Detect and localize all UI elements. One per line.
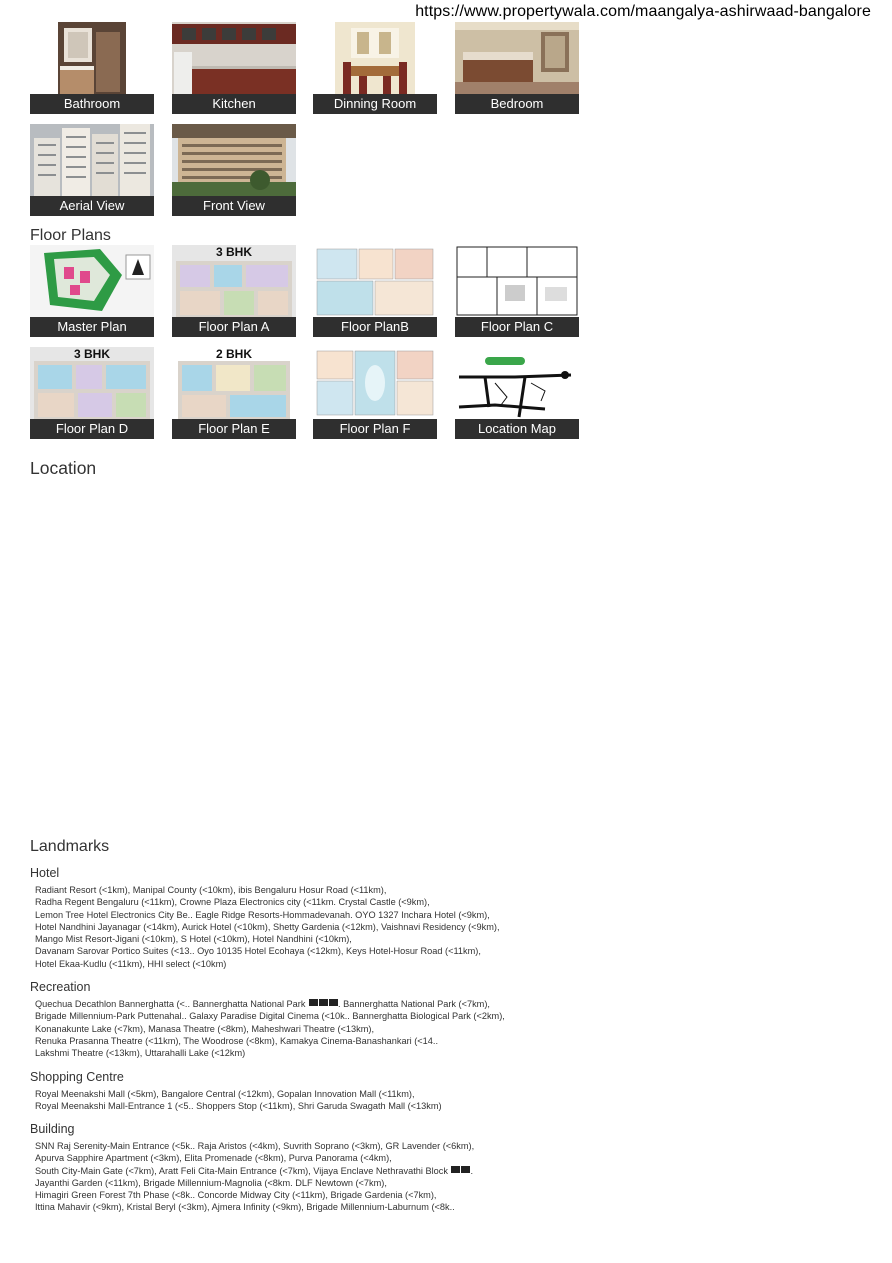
floor-plans-heading: Floor Plans: [30, 227, 111, 244]
unrendered-glyph: [461, 1166, 470, 1173]
floor-plan-tile-f[interactable]: [313, 347, 437, 439]
landmark-line: Jayanthi Garden (<11km), Brigade Millennium-Magnolia (<8km. DLF Newtown (<7km),: [35, 1177, 387, 1188]
photo-tile-aerial-view[interactable]: [30, 124, 154, 216]
plan-banner: 3 BHK: [215, 245, 253, 259]
landmark-category-recreation: Recreation: [30, 980, 91, 994]
landmark-line: Ittina Mahavir (<9km), Kristal Beryl (<3km), Ajmera Infinity (<9km), Brigade Millennium-Laburnum (<8k..: [35, 1202, 455, 1213]
photo-tile-kitchen[interactable]: [172, 22, 296, 114]
landmark-line: Brigade Millennium-Park Puttenahal.. Galaxy Paradise Digital Cinema (<10k.. Bannerghatta Biological Park (<2km),: [35, 1011, 505, 1022]
photo-tile-dinning-room[interactable]: [313, 22, 437, 114]
photo-caption: Front View: [172, 196, 296, 216]
landmarks-heading: Landmarks: [30, 838, 110, 855]
unrendered-glyph: [309, 999, 318, 1006]
floor-plan-caption: Master Plan: [30, 317, 154, 337]
floor-plan-tile-master-plan[interactable]: [30, 245, 154, 337]
location-heading: Location: [30, 458, 97, 478]
plan-banner: 2 BHK: [215, 347, 253, 361]
floor-plan-tile-e[interactable]: [172, 347, 296, 439]
plan-banner: 3 BHK: [73, 347, 111, 361]
photo-caption: Dinning Room: [313, 94, 437, 114]
landmark-line: Lemon Tree Hotel Electronics City Be.. Eagle Ridge Resorts-Hommadevanah. OYO 1327 Inchara Hotel (<9km),: [35, 909, 490, 920]
landmark-line: Mango Mist Resort-Jigani (<10km), S Hotel (<10km), Hotel Nandhini (<10km),: [35, 934, 352, 945]
landmark-line: Royal Meenakshi Mall-Entrance 1 (<5.. Shoppers Stop (<11km), Shri Garuda Swagath Mall (<13km): [35, 1101, 442, 1112]
photo-tile-bedroom[interactable]: [455, 22, 579, 114]
photo-tile-front-view[interactable]: [172, 124, 296, 216]
photo-caption: Bedroom: [455, 94, 579, 114]
photo-caption: Bathroom: [30, 94, 154, 114]
page-url[interactable]: https://www.propertywala.com/maangalya-ashirwaad-bangalore: [415, 3, 871, 20]
floor-plan-caption: Floor Plan D: [30, 419, 154, 439]
floor-plan-caption: Floor PlanB: [313, 317, 437, 337]
unrendered-glyph: [319, 999, 328, 1006]
floor-plan-caption: Floor Plan C: [455, 317, 579, 337]
landmark-line: Radiant Resort (<1km), Manipal County (<10km), ibis Bengaluru Hosur Road (<11km),: [35, 885, 387, 895]
landmark-line: Lakshmi Theatre (<13km), Uttarahalli Lake (<12km): [35, 1048, 246, 1059]
floor-plan-caption: Location Map: [455, 419, 579, 439]
landmark-list-shopping-centre: [35, 1088, 442, 1113]
photo-caption: Aerial View: [30, 196, 154, 216]
landmark-line: Hotel Nandhini Jayanagar (<14km), Aurick Hotel (<10km), Shetty Gardenia (<12km), Vaishnavi Residency (<9km),: [35, 921, 500, 932]
landmark-line: Quechua Decathlon Bannerghatta (<.. Bannerghatta National Park . Bannerghatta National Park (<7km),: [35, 999, 490, 1009]
landmark-category-building: Building: [30, 1122, 75, 1136]
location-map-area[interactable]: [30, 488, 578, 818]
landmark-line: Royal Meenakshi Mall (<5km), Bangalore Central (<12km), Gopalan Innovation Mall (<11km),: [35, 1089, 415, 1099]
floor-plan-tile-c[interactable]: [455, 245, 579, 337]
photo-caption: Kitchen: [172, 94, 296, 114]
landmark-line: Konanakunte Lake (<7km), Manasa Theatre (<8km), Maheshwari Theatre (<13km),: [35, 1023, 374, 1034]
landmark-line: Davanam Sarovar Portico Suites (<13.. Oyo 10135 Hotel Ecohaya (<12km), Keys Hotel-Hosur Road (<11km),: [35, 946, 481, 957]
photo-tile-bathroom[interactable]: [30, 22, 154, 114]
landmark-list-hotel: [35, 884, 500, 970]
floor-plan-caption: Floor Plan E: [172, 419, 296, 439]
landmark-line: Apurva Sapphire Apartment (<3km), Elita Promenade (<8km), Purva Panorama (<4km),: [35, 1153, 392, 1164]
landmark-line: South City-Main Gate (<7km), Aratt Feli Cita-Main Entrance (<7km), Vijaya Enclave Nethravathi Block .: [35, 1165, 474, 1176]
floor-plan-caption: Floor Plan F: [313, 419, 437, 439]
unrendered-glyph: [329, 999, 338, 1006]
landmark-list-building: [35, 1140, 474, 1214]
floor-plan-tile-a[interactable]: [172, 245, 296, 337]
landmark-line: SNN Raj Serenity-Main Entrance (<5k.. Raja Aristos (<4km), Suvrith Soprano (<3km), GR Lavender (<6km),: [35, 1141, 475, 1151]
landmark-list-recreation: [35, 998, 505, 1059]
landmark-line: Radha Regent Bengaluru (<11km), Crowne Plaza Electronics city (<11km. Crystal Castle (<9km),: [35, 897, 430, 908]
floor-plan-caption: Floor Plan A: [172, 317, 296, 337]
floor-plan-tile-location-map[interactable]: [455, 347, 579, 439]
unrendered-glyph: [451, 1166, 460, 1173]
landmark-category-shopping-centre: Shopping Centre: [30, 1070, 124, 1084]
landmark-line: Hotel Ekaa-Kudlu (<11km), HHI select (<10km): [35, 958, 227, 969]
floor-plan-tile-b[interactable]: [313, 245, 437, 337]
landmark-category-hotel: Hotel: [30, 866, 60, 880]
landmark-line: Renuka Prasanna Theatre (<11km), The Woodrose (<8km), Kamakya Cinema-Banashankari (<14..: [35, 1035, 439, 1046]
landmark-line: Himagiri Green Forest 7th Phase (<8k.. Concorde Midway City (<11km), Brigade Gardenia (<7km),: [35, 1190, 437, 1201]
floor-plan-tile-d[interactable]: [30, 347, 154, 439]
